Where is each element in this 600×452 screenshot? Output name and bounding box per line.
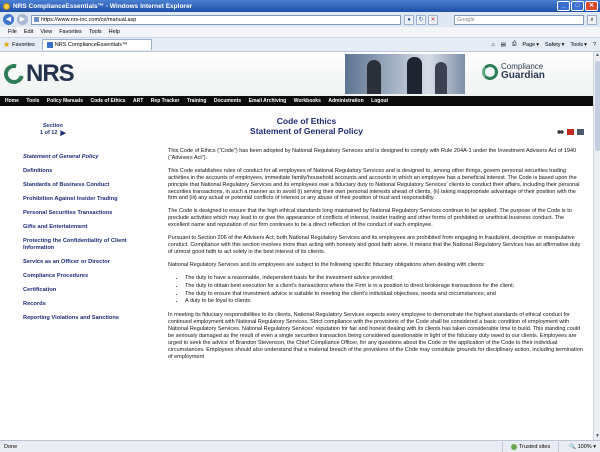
tab-page-icon — [47, 42, 53, 48]
nav-policy-manuals[interactable]: Policy Manuals — [46, 98, 83, 104]
forward-button[interactable]: ▶ — [17, 14, 28, 25]
safety-menu[interactable]: Safety ▾ — [544, 41, 565, 48]
menu-tools[interactable]: Tools — [88, 29, 102, 35]
nav-art[interactable]: ART — [133, 98, 144, 104]
section-nav-item[interactable]: Reporting Violations and Sanctions — [23, 315, 119, 321]
menu-edit[interactable]: Edit — [23, 29, 34, 35]
menu-file[interactable]: File — [8, 29, 17, 35]
nav-email-archiving[interactable]: Email Archiving — [248, 98, 287, 104]
window-titlebar — [0, 0, 600, 12]
close-button[interactable]: ✕ — [585, 1, 598, 11]
site-banner — [0, 52, 593, 96]
document-heading — [0, 116, 593, 136]
nav-code-of-ethics[interactable]: Code of Ethics — [90, 98, 126, 104]
site-nav — [0, 96, 593, 106]
scroll-down-icon[interactable]: ▼ — [595, 433, 600, 439]
lock-icon[interactable]: ● — [404, 15, 414, 25]
vertical-scrollbar[interactable] — [593, 52, 600, 440]
paragraph: This Code establishes rules of conduct for all employees of National Regulatory Services and is designed to, among other things, govern personal securities trading activities in the accounts of employees, immediate family/household accounts and accounts in which an employee has a beneficial interest. The Code is based upon the principle that National Regulatory Services and its employees owe a fiduciary duty to National Regulatory Services’ clients to conduct their affairs, including their personal securities transactions, in such a manner as to avoid (i) serving their own personal interests ahead of clients, (ii) taking inappropriate advantage of their position with the firm and (iii) any actual or potential conflicts of interest or any abuse of their position of trust and responsibility. — [168, 167, 580, 202]
banner-person — [367, 60, 381, 94]
nrs-swoosh-icon — [0, 60, 27, 87]
zoom-control[interactable]: 🔍 100% ▾ — [569, 443, 596, 450]
compliance-guardian-logo — [482, 62, 545, 81]
paragraph: In meeting its fiduciary responsibilities to its clients, National Regulatory Services expects every employee to demonstrate the highest standards of ethical conduct for continued employment with National Regulatory Services. Strict compliance with the provisions of the Code shall be considered a basic condition of employment with National Regulatory Services. National Regulatory Services’ reputation for fair and honest dealing with its clients has taken considerable time to build. This standing could be seriously damaged as the result of even a single securities transaction being considered questionable in light of the fiduciary duty owed to our clients. Employees are urged to seek the advice of Brandon Stevenson, the Chief Compliance Officer, for any questions about the Code or the application of the Code to their individual circumstances. Employees should also understand that a material breach of the provisions of the Code may constitute grounds for disciplinary action, including termination of employment — [168, 312, 583, 360]
stop-icon[interactable]: ✕ — [428, 15, 438, 25]
doc-title: Code of Ethics — [276, 116, 337, 126]
section-nav-item[interactable]: Records — [23, 301, 46, 307]
zone-label: Trusted sites — [518, 443, 551, 450]
scrollbar-thumb[interactable] — [595, 61, 600, 151]
paragraph: This Code of Ethics (“Code”) has been adopted by National Regulatory Services and is designed to comply with Rule 204A-1 under the Investment Advisers Act of 1940 (“Advisers Act”). — [168, 148, 577, 161]
url-field[interactable] — [31, 15, 401, 25]
nav-training[interactable]: Training — [186, 98, 207, 104]
list-item: • The duty to have a reasonable, independent basis for the investment advice provided; — [185, 275, 586, 282]
paragraph: Pursuant to Section 206 of the Advisers Act, both National Regulatory Services and its employees are prohibited from engaging in fraudulent, deceptive or manipulative conduct. Compliance with this section involves more than acting with honesty and good faith alone. It means that the National Regulatory Services has an affirmative duty of utmost good faith to act solely in the best interest of its clients. — [168, 235, 581, 255]
safety-menu-label: Safety — [544, 41, 561, 48]
banner-photo — [345, 54, 465, 94]
section-nav-item[interactable]: Personal Securities Transactions — [23, 210, 113, 216]
list-item: • A duty to be loyal to clients. — [185, 298, 586, 305]
search-input[interactable]: Google — [454, 15, 584, 25]
minimize-button[interactable]: _ — [557, 1, 570, 11]
document-tools — [557, 129, 584, 135]
nav-tools[interactable]: Tools — [26, 98, 40, 104]
menu-favorites[interactable]: Favorites — [59, 29, 82, 35]
brand-line1: Compliance — [501, 62, 544, 71]
status-bar — [0, 440, 600, 452]
nav-home[interactable]: Home — [5, 98, 19, 104]
obligations-list — [185, 275, 586, 306]
pdf-icon[interactable] — [567, 129, 574, 135]
page-content — [0, 52, 593, 440]
tools-menu[interactable]: Tools ▾ — [570, 41, 587, 48]
paragraph: The Code is designed to ensure that the high ethical standards long maintained by National Regulatory Services continue to be applied. The purpose of the Code is to preclude activities which may lead to or give the appearance of conflicts of interest, insider trading and other forms of prohibited or unethical business conduct. The excellent name and reputation of our firm continues to be a direct reflection of the conduct of each employee. — [168, 208, 572, 229]
page-menu-label: Page — [522, 41, 536, 48]
nav-documents[interactable]: Documents — [213, 98, 242, 104]
section-nav-item[interactable]: Statement of General Policy — [23, 154, 99, 160]
star-icon: ★ — [3, 40, 11, 49]
trusted-sites-icon — [511, 444, 517, 450]
print-page-icon[interactable] — [577, 129, 584, 135]
maximize-button[interactable]: □ — [571, 1, 584, 11]
page-menu[interactable]: Page ▾ — [522, 41, 539, 48]
nav-rep-tracker[interactable]: Rep Tracker — [150, 98, 180, 104]
favorites-button[interactable] — [3, 40, 35, 49]
menu-bar — [0, 27, 600, 38]
next-section-icon[interactable]: ▶ — [60, 130, 66, 137]
search-icon[interactable]: ⌕ — [587, 15, 597, 25]
section-page: 1 of 12 — [40, 130, 58, 136]
help-icon[interactable]: ? — [592, 41, 596, 48]
security-zone[interactable] — [502, 442, 559, 452]
section-nav-item[interactable]: Definitions — [23, 168, 53, 174]
print-icon[interactable]: ⎙ — [511, 41, 517, 47]
paragraph: National Regulatory Services and its employees are subject to the following specific fiduciary obligations when dealing with clients: — [168, 261, 486, 268]
ie-icon — [3, 3, 10, 10]
guardian-icon — [482, 64, 498, 80]
url-text: https://www.nrs-inc.com/ce/manual.asp — [41, 16, 137, 23]
policy-body — [168, 148, 586, 367]
window-title: NRS ComplianceEssentials™ - Windows Internet Explorer — [13, 2, 193, 10]
section-nav-item[interactable]: Gifts and Entertainment — [23, 224, 88, 230]
tab-bar — [0, 38, 600, 52]
menu-view[interactable]: View — [40, 29, 53, 35]
tab-active[interactable] — [42, 39, 152, 50]
list-item: • The duty to ensure that investment advice is suitable to meeting the client’s individual objectives, needs and circumstances; and — [185, 291, 586, 298]
page-icon — [34, 17, 39, 22]
section-nav-item[interactable]: Service as an Officer or Director — [23, 259, 110, 265]
section-nav-item[interactable]: Prohibition Against Insider Trading — [23, 196, 118, 202]
status-text: Done — [4, 443, 18, 450]
banner-person — [435, 62, 447, 94]
section-nav-item[interactable]: Standards of Business Conduct — [23, 182, 110, 188]
scroll-up-icon[interactable]: ▲ — [595, 52, 600, 58]
address-bar — [0, 12, 600, 27]
feeds-icon[interactable]: ▤ — [500, 41, 506, 48]
list-item: • The duty to obtain best execution for a client’s transactions where the Firm is in a position to direct brokerage transactions for the client; — [185, 283, 586, 290]
nav-administration[interactable]: Administration — [328, 98, 364, 104]
tools-menu-label: Tools — [570, 41, 584, 48]
section-nav — [23, 154, 153, 329]
section-nav-item[interactable]: Protecting the Confidentiality of Client Information — [23, 238, 127, 251]
zoom-level: 100% — [577, 443, 592, 450]
back-button[interactable]: ◀ — [3, 14, 14, 25]
section-nav-item[interactable]: Certification — [23, 287, 57, 293]
brand-line2: Guardian — [501, 70, 545, 81]
nrs-logo-text: NRS — [26, 60, 74, 87]
section-label: Section — [42, 123, 63, 129]
section-indicator — [40, 123, 66, 137]
favorites-label: Favorites — [12, 41, 35, 48]
section-nav-item[interactable]: Compliance Procedures — [23, 273, 89, 279]
menu-help[interactable]: Help — [108, 29, 120, 35]
tab-label: NRS ComplianceEssentials™ — [54, 42, 128, 48]
view-icon[interactable] — [557, 129, 564, 135]
nrs-logo[interactable] — [4, 60, 74, 88]
nav-workbooks[interactable]: Workbooks — [293, 98, 321, 104]
refresh-icon[interactable]: ↻ — [416, 15, 426, 25]
nav-logout[interactable]: Logout — [371, 98, 389, 104]
doc-subtitle: Statement of General Policy — [250, 126, 363, 136]
banner-person — [407, 57, 422, 94]
home-icon[interactable]: ⌂ — [491, 41, 495, 48]
